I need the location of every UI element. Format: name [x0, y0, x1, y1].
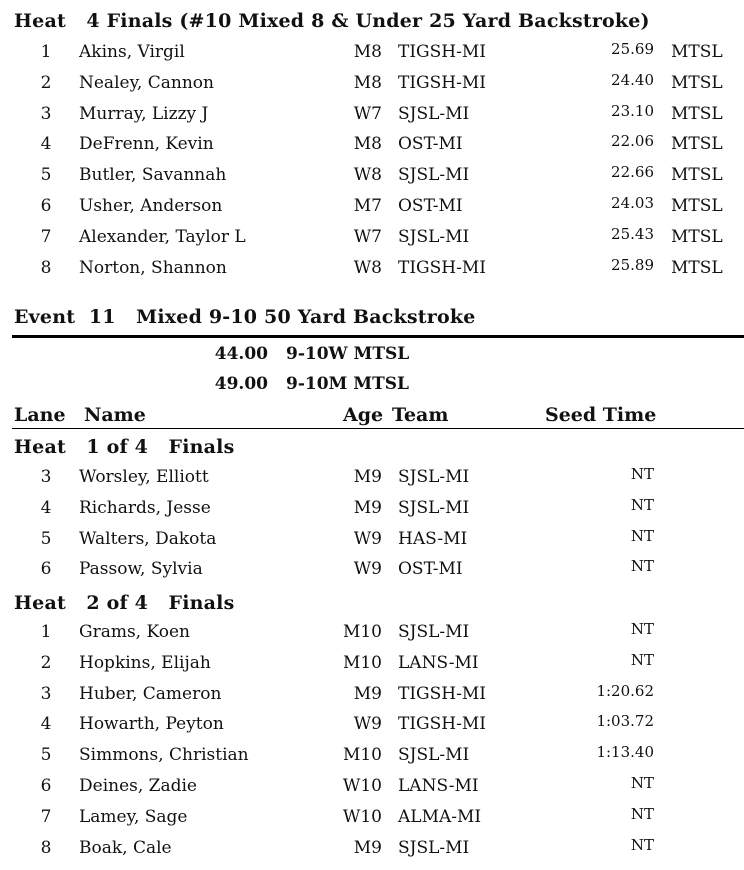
age-group: W9 — [353, 559, 382, 580]
lane-number: 6 — [40, 559, 52, 580]
swimmer-name: DeFrenn, Kevin — [79, 134, 214, 155]
swimmer-name: Butler, Savannah — [79, 165, 227, 186]
age-group: M10 — [342, 622, 382, 642]
standard-code: MTSL — [671, 42, 723, 62]
lane-number: 5 — [40, 165, 52, 186]
time-value: 25.89 — [611, 255, 654, 274]
team-code: SJSL-MI — [398, 497, 470, 518]
standard-code: MTSL — [671, 196, 723, 216]
age-group: M9 — [353, 683, 382, 704]
swimmer-name: Huber, Cameron — [79, 683, 222, 704]
time-value: NT — [630, 774, 654, 792]
age-group: W10 — [342, 776, 382, 796]
team-code: OST-MI — [398, 196, 463, 216]
column-name: Name — [84, 404, 146, 426]
lane-number: 4 — [40, 134, 52, 155]
result-row — [0, 776, 744, 807]
column-lane: Lane — [14, 404, 66, 426]
swimmer-name: Worsley, Elliott — [79, 467, 209, 487]
standard-code: MTSL — [671, 226, 723, 247]
time-value: NT — [630, 835, 654, 854]
time-value: NT — [630, 465, 654, 483]
swimmer-name: Usher, Anderson — [79, 196, 223, 216]
result-row — [0, 622, 744, 653]
time-value: 23.10 — [611, 101, 654, 120]
standard-label: 9-10W MTSL — [286, 344, 410, 364]
lane-number: 6 — [40, 776, 52, 796]
team-code: SJSL-MI — [398, 622, 470, 642]
age-group: W8 — [353, 165, 382, 186]
time-value: 25.43 — [611, 224, 654, 243]
team-code: SJSL-MI — [398, 165, 470, 186]
swimmer-name: Alexander, Taylor L — [79, 226, 246, 247]
result-row — [0, 559, 744, 590]
column-seed-time: Seed Time — [545, 404, 657, 426]
lane-number: 1 — [40, 42, 52, 62]
swimmer-name: Passow, Sylvia — [79, 559, 203, 580]
age-group: W10 — [342, 806, 382, 827]
result-row — [0, 255, 744, 289]
team-code: ALMA-MI — [398, 806, 482, 827]
time-value: NT — [630, 804, 654, 823]
team-code: SJSL-MI — [398, 103, 470, 124]
result-row — [0, 196, 744, 227]
team-code: TIGSH-MI — [398, 72, 486, 93]
time-value: NT — [630, 620, 654, 638]
swimmer-name: Hopkins, Elijah — [79, 652, 211, 673]
age-group: W9 — [353, 528, 382, 549]
age-group: M8 — [353, 134, 382, 155]
age-group: M10 — [342, 745, 382, 766]
heat4-title: Heat 4 Finals (#10 Mixed 8 & Under 25 Yard Backstroke) — [14, 10, 650, 32]
result-row — [0, 467, 744, 498]
time-value: 24.03 — [611, 194, 654, 212]
age-group: W7 — [353, 103, 382, 124]
swimmer-name: Richards, Jesse — [79, 497, 211, 518]
swimmer-name: Walters, Dakota — [79, 528, 217, 549]
team-code: OST-MI — [398, 559, 463, 580]
lane-number: 7 — [40, 806, 52, 827]
result-row — [0, 526, 744, 560]
standard-time: 49.00 — [214, 374, 268, 394]
team-code: TIGSH-MI — [398, 714, 486, 735]
standard-time: 44.00 — [214, 344, 268, 364]
age-group: M9 — [353, 497, 382, 518]
swimmer-name: Murray, Lizzy J — [79, 103, 209, 124]
lane-number: 6 — [40, 196, 52, 216]
time-value: 24.40 — [611, 70, 654, 89]
result-row — [0, 42, 744, 73]
lane-number: 2 — [40, 72, 52, 93]
age-group: M10 — [342, 652, 382, 673]
result-row — [0, 101, 744, 135]
time-value: 1:20.62 — [596, 681, 654, 700]
swimmer-name: Lamey, Sage — [79, 806, 188, 827]
result-row — [0, 495, 744, 529]
swimmer-name: Deines, Zadie — [79, 776, 197, 796]
result-row — [0, 650, 744, 684]
heat4-heading — [14, 10, 744, 32]
swimmer-name: Howarth, Peyton — [79, 714, 224, 735]
age-group: M7 — [353, 196, 382, 216]
time-value: 25.69 — [611, 40, 654, 58]
lane-number: 3 — [40, 467, 52, 487]
event-divider-thick — [12, 335, 744, 338]
result-row — [0, 681, 744, 715]
age-group: M9 — [353, 467, 382, 487]
lane-number: 3 — [40, 683, 52, 704]
result-row — [0, 835, 744, 869]
heat2-title: Heat 2 of 4 Finals — [14, 592, 235, 614]
time-value: 1:13.40 — [596, 743, 654, 762]
lane-number: 4 — [40, 497, 52, 518]
team-code: TIGSH-MI — [398, 683, 486, 704]
standard-label: 9-10M MTSL — [286, 374, 409, 394]
swimmer-name: Simmons, Christian — [79, 745, 249, 766]
age-group: M8 — [353, 72, 382, 93]
swimmer-name: Norton, Shannon — [79, 257, 227, 278]
result-row — [0, 804, 744, 838]
lane-number: 8 — [40, 257, 52, 278]
event11-title: Event 11 Mixed 9-10 50 Yard Backstroke — [14, 306, 476, 328]
lane-number: 3 — [40, 103, 52, 124]
column-age: Age — [343, 404, 384, 426]
result-row — [0, 224, 744, 258]
heat2-heading — [14, 592, 744, 614]
result-row — [0, 165, 744, 196]
lane-number: 2 — [40, 652, 52, 673]
age-group: M9 — [353, 837, 382, 858]
result-row — [0, 70, 744, 104]
age-group: W8 — [353, 257, 382, 278]
time-value: 22.06 — [611, 132, 654, 151]
time-value: NT — [630, 650, 654, 669]
lane-number: 7 — [40, 226, 52, 247]
time-value: NT — [630, 557, 654, 576]
lane-number: 8 — [40, 837, 52, 858]
standard-code: MTSL — [671, 72, 723, 93]
team-code: SJSL-MI — [398, 226, 470, 247]
heat1-heading — [14, 436, 744, 458]
standard-code: MTSL — [671, 257, 723, 278]
lane-number: 5 — [40, 745, 52, 766]
time-value: NT — [630, 495, 654, 514]
event11-heading — [14, 306, 744, 328]
column-header-rule — [12, 428, 744, 429]
swimmer-name: Akins, Virgil — [79, 42, 185, 62]
time-value: 1:03.72 — [596, 712, 654, 731]
team-code: HAS-MI — [398, 528, 468, 549]
team-code: TIGSH-MI — [398, 42, 486, 62]
lane-number: 4 — [40, 714, 52, 735]
team-code: SJSL-MI — [398, 837, 470, 858]
team-code: OST-MI — [398, 134, 463, 155]
age-group: W9 — [353, 714, 382, 735]
swimmer-name: Boak, Cale — [79, 837, 172, 858]
standard-code: MTSL — [671, 103, 723, 124]
team-code: SJSL-MI — [398, 467, 470, 487]
time-value: 22.66 — [611, 163, 654, 182]
heat1-title: Heat 1 of 4 Finals — [14, 436, 235, 458]
age-group: W7 — [353, 226, 382, 247]
team-code: LANS-MI — [398, 776, 479, 796]
team-code: TIGSH-MI — [398, 257, 486, 278]
time-value: NT — [630, 526, 654, 545]
column-team: Team — [392, 404, 449, 426]
result-row — [0, 714, 744, 745]
team-code: SJSL-MI — [398, 745, 470, 766]
standard-code: MTSL — [671, 165, 723, 186]
lane-number: 5 — [40, 528, 52, 549]
team-code: LANS-MI — [398, 652, 479, 673]
result-row — [0, 745, 744, 776]
lane-number: 1 — [40, 622, 52, 642]
swimmer-name: Nealey, Cannon — [79, 72, 214, 93]
result-row — [0, 134, 744, 165]
standard-code: MTSL — [671, 134, 723, 155]
swimmer-name: Grams, Koen — [79, 622, 190, 642]
age-group: M8 — [353, 42, 382, 62]
